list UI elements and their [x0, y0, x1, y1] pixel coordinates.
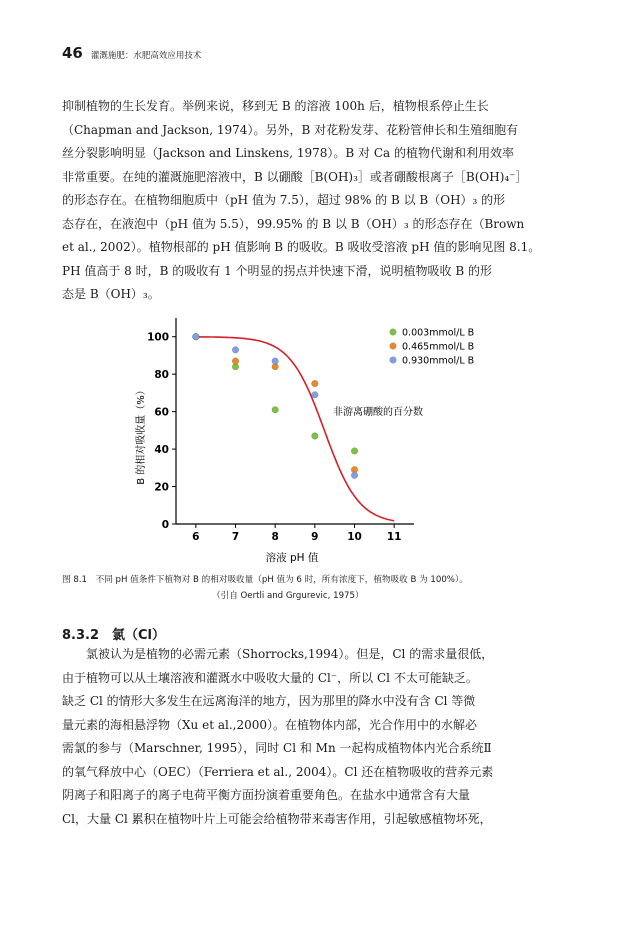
- y-tick-label: 80: [154, 369, 169, 382]
- text-line: 由于植物可以从土壤溶液和灌溉水中吸收大量的 Cl⁻，所以 Cl 不太可能缺乏。: [62, 670, 478, 685]
- x-tick-label: 8: [271, 531, 279, 543]
- legend-marker: [390, 329, 397, 336]
- text-line: 氯被认为是植物的必需元素（Shorrocks,1994）。但是，Cl 的需求量很低，: [86, 647, 494, 661]
- x-axis-label: 溶液 pH 值: [265, 552, 319, 564]
- legend-label: 0.003mmol/L B: [402, 327, 475, 339]
- legend-marker: [390, 343, 397, 350]
- x-tick-label: 11: [386, 531, 402, 543]
- data-point: [312, 391, 319, 398]
- x-tick-label: 10: [347, 531, 362, 543]
- x-tick-label: 7: [231, 531, 240, 543]
- text-line: Cl，大量 Cl 累积在植物叶片上可能会给植物带来毒害作用，引起敏感植物坏死，: [62, 811, 492, 826]
- text-line: 抑制植物的生长发育。举例来说，移到无 B 的溶液 100h 后，植物根系停止生长: [62, 99, 489, 113]
- data-point: [312, 433, 319, 440]
- text-line: 态存在，在液泡中（pH 值为 5.5），99.95% 的 B 以 B（OH）₃ 的形态存在（Brown: [62, 216, 525, 231]
- text-line: （Chapman and Jackson, 1974）。另外，B 对花粉发芽、花粉管伸长和生殖细胞有: [62, 122, 519, 137]
- legend-label: 0.930mmol/L B: [402, 355, 475, 367]
- section-heading: 8.3.2 氯（Cl）: [62, 628, 166, 643]
- x-tick-label: 9: [311, 531, 319, 543]
- data-point: [272, 406, 279, 413]
- data-point: [232, 358, 239, 365]
- text-line: 需氯的参与（Marschner, 1995），同时 Cl 和 Mn 一起构成植物体内光合系统Ⅱ: [62, 741, 492, 755]
- figure-caption: [62, 573, 572, 604]
- text-line: 丝分裂影响明显（Jackson and Linskens, 1978）。B 对 Ca 的植物代谢和利用效率: [62, 146, 514, 160]
- y-tick-label: 20: [154, 481, 169, 494]
- y-tick-label: 40: [154, 444, 169, 457]
- text-line: 阴离子和阳离子的离子电荷平衡方面扮演着重要角色。在盐水中通常含有大量: [62, 788, 471, 802]
- legend-label: 0.465mmol/L B: [402, 341, 475, 353]
- paragraph-chlorine: [62, 643, 564, 831]
- chart-legend: [390, 328, 474, 367]
- y-tick-label: 0: [161, 519, 169, 531]
- page-number: 46: [62, 44, 83, 62]
- y-tick-label: 60: [154, 406, 169, 419]
- caption-line: 图 8.1 不同 pH 值条件下植物对 B 的相对吸收量（pH 值为 6 时，所有浓度下，植物吸收 B 为 100%）。: [62, 575, 468, 585]
- x-tick-label: 6: [192, 531, 200, 543]
- data-point: [351, 472, 358, 479]
- data-point: [232, 347, 239, 354]
- text-line: 态是 B（OH）₃。: [62, 287, 160, 301]
- text-line: 缺乏 Cl 的情形大多发生在远离海洋的地方，因为那里的降水中没有含 Cl 等微: [62, 694, 476, 708]
- text-line: 非常重要。在纯的灌溉施肥溶液中，B 以硼酸［B(OH)₃］或者硼酸根离子［B(OH)₄⁻］: [62, 169, 528, 184]
- curve-layer: [196, 337, 394, 521]
- text-line: 量元素的海相悬浮物（Xu et al.,2000）。在植物体内部，光合作用中的水解必: [62, 717, 477, 732]
- y-axis-label: B 的相对吸收量（%）: [136, 385, 147, 485]
- data-point: [193, 333, 200, 340]
- data-point: [351, 448, 358, 455]
- chart-axes: [147, 318, 414, 543]
- y-tick-label: 100: [147, 331, 169, 344]
- legend-marker: [390, 357, 397, 364]
- text-line: PH 值高于 8 时，B 的吸收有 1 个明显的拐点并快速下滑，说明植物吸收 B 的形: [62, 263, 492, 278]
- caption-source: （引自 Oertli and Grgurevic, 1975）: [212, 590, 364, 601]
- text-line: 的氧气释放中心（OEC）（Ferriera et al., 2004）。Cl 还在植物吸收的营养元素: [62, 764, 494, 779]
- book-title: 灌溉施肥：水肥高效应用技术: [90, 51, 202, 61]
- curve-label: 非游离硼酸的百分数: [333, 407, 423, 418]
- text-line: et al., 2002）。植物根部的 pH 值影响 B 的吸收。B 吸收受溶液 pH 值的影响见图 8.1。: [62, 240, 541, 254]
- data-point: [272, 358, 279, 365]
- boric-acid-curve: [196, 337, 394, 521]
- data-point: [312, 380, 319, 387]
- text-line: 的形态存在。在植物细胞质中（pH 值为 7.5），超过 98% 的 B 以 B（OH）₃ 的形: [62, 193, 506, 207]
